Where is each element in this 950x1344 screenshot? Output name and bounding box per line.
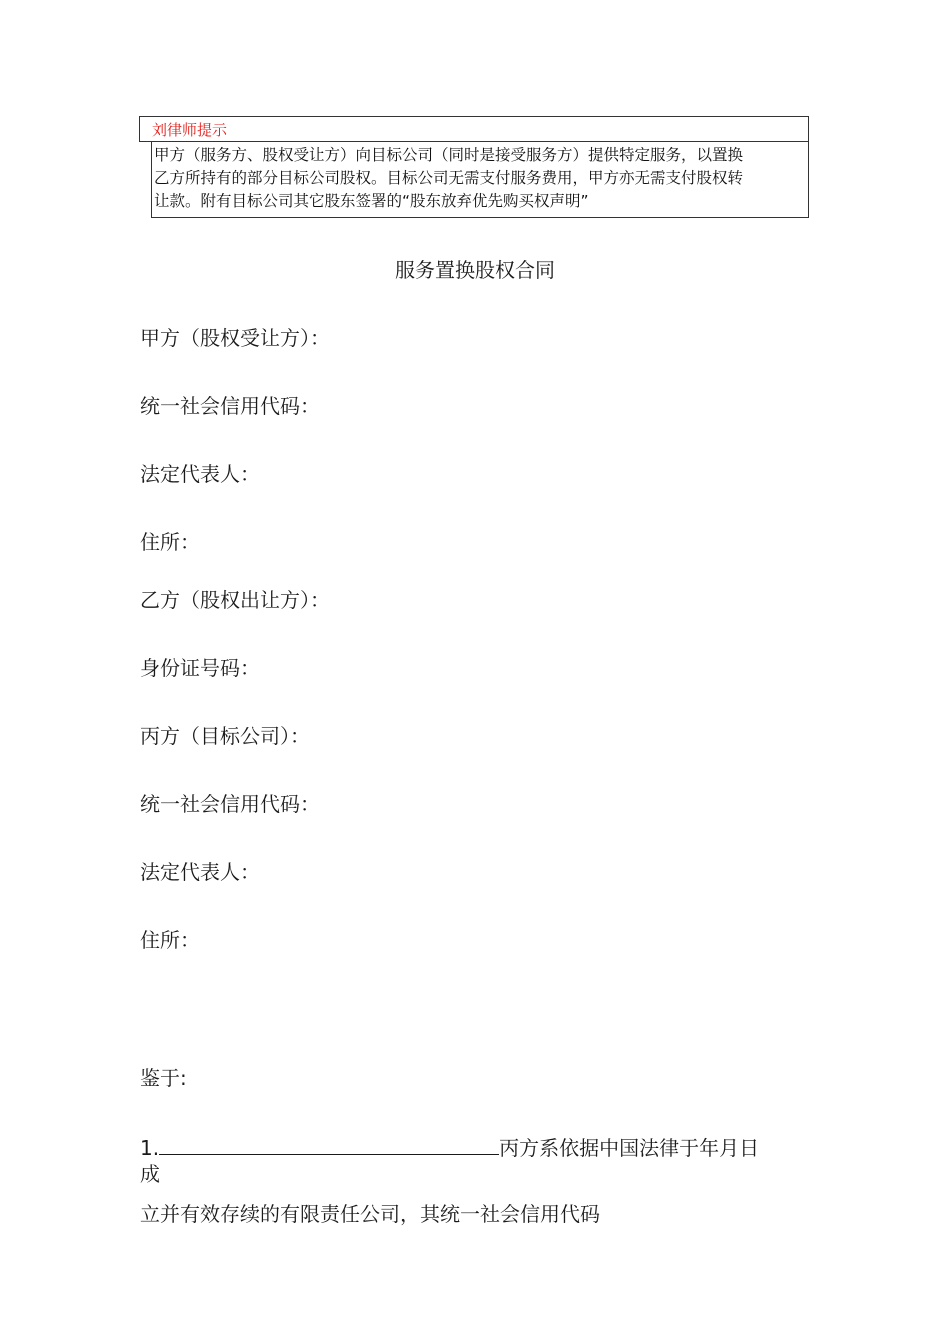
lawyer-note-box bbox=[139, 116, 809, 218]
party-b-label: 乙方（股权出让方）： bbox=[140, 588, 330, 612]
party-c-label: 丙方（目标公司）： bbox=[140, 724, 310, 748]
lawyer-note-line: 甲方（服务方、股权受让方）向目标公司（同时是接受服务方）提供特定服务，以置换 bbox=[154, 146, 744, 164]
lawyer-note-body bbox=[151, 141, 809, 218]
clause-1-number: 1. bbox=[140, 1136, 160, 1160]
party-c-credit-code-label: 统一社会信用代码： bbox=[140, 792, 320, 816]
party-b-id-label: 身份证号码： bbox=[140, 656, 260, 680]
clause-1-line-2: 成 bbox=[140, 1162, 160, 1186]
clause-1-text: 丙方系依据中国法律于年月日 bbox=[499, 1136, 760, 1160]
party-a-address-label: 住所： bbox=[140, 530, 200, 554]
party-c-address-label: 住所： bbox=[140, 928, 200, 952]
clause-1-line-3: 立并有效存续的有限责任公司，其统一社会信用代码 bbox=[140, 1202, 600, 1226]
lawyer-note-line: 乙方所持有的部分目标公司股权。目标公司无需支付服务费用，甲方亦无需支付股权转 bbox=[154, 169, 744, 187]
lawyer-note-title: 刘律师提示 bbox=[152, 121, 228, 139]
party-a-legal-rep-label: 法定代表人： bbox=[140, 462, 260, 486]
fill-in-blank[interactable] bbox=[159, 1132, 499, 1155]
party-c-legal-rep-label: 法定代表人： bbox=[140, 860, 260, 884]
party-a-label: 甲方（股权受让方）： bbox=[140, 326, 330, 350]
whereas-heading: 鉴于: bbox=[140, 1066, 187, 1090]
party-a-credit-code-label: 统一社会信用代码： bbox=[140, 394, 320, 418]
contract-title: 服务置换股权合同 bbox=[395, 258, 555, 282]
lawyer-note-line: 让款。附有目标公司其它股东签署的“股东放弃优先购买权声明” bbox=[154, 192, 589, 210]
lawyer-note-header bbox=[139, 116, 809, 142]
clause-1-line-1 bbox=[140, 1132, 759, 1162]
